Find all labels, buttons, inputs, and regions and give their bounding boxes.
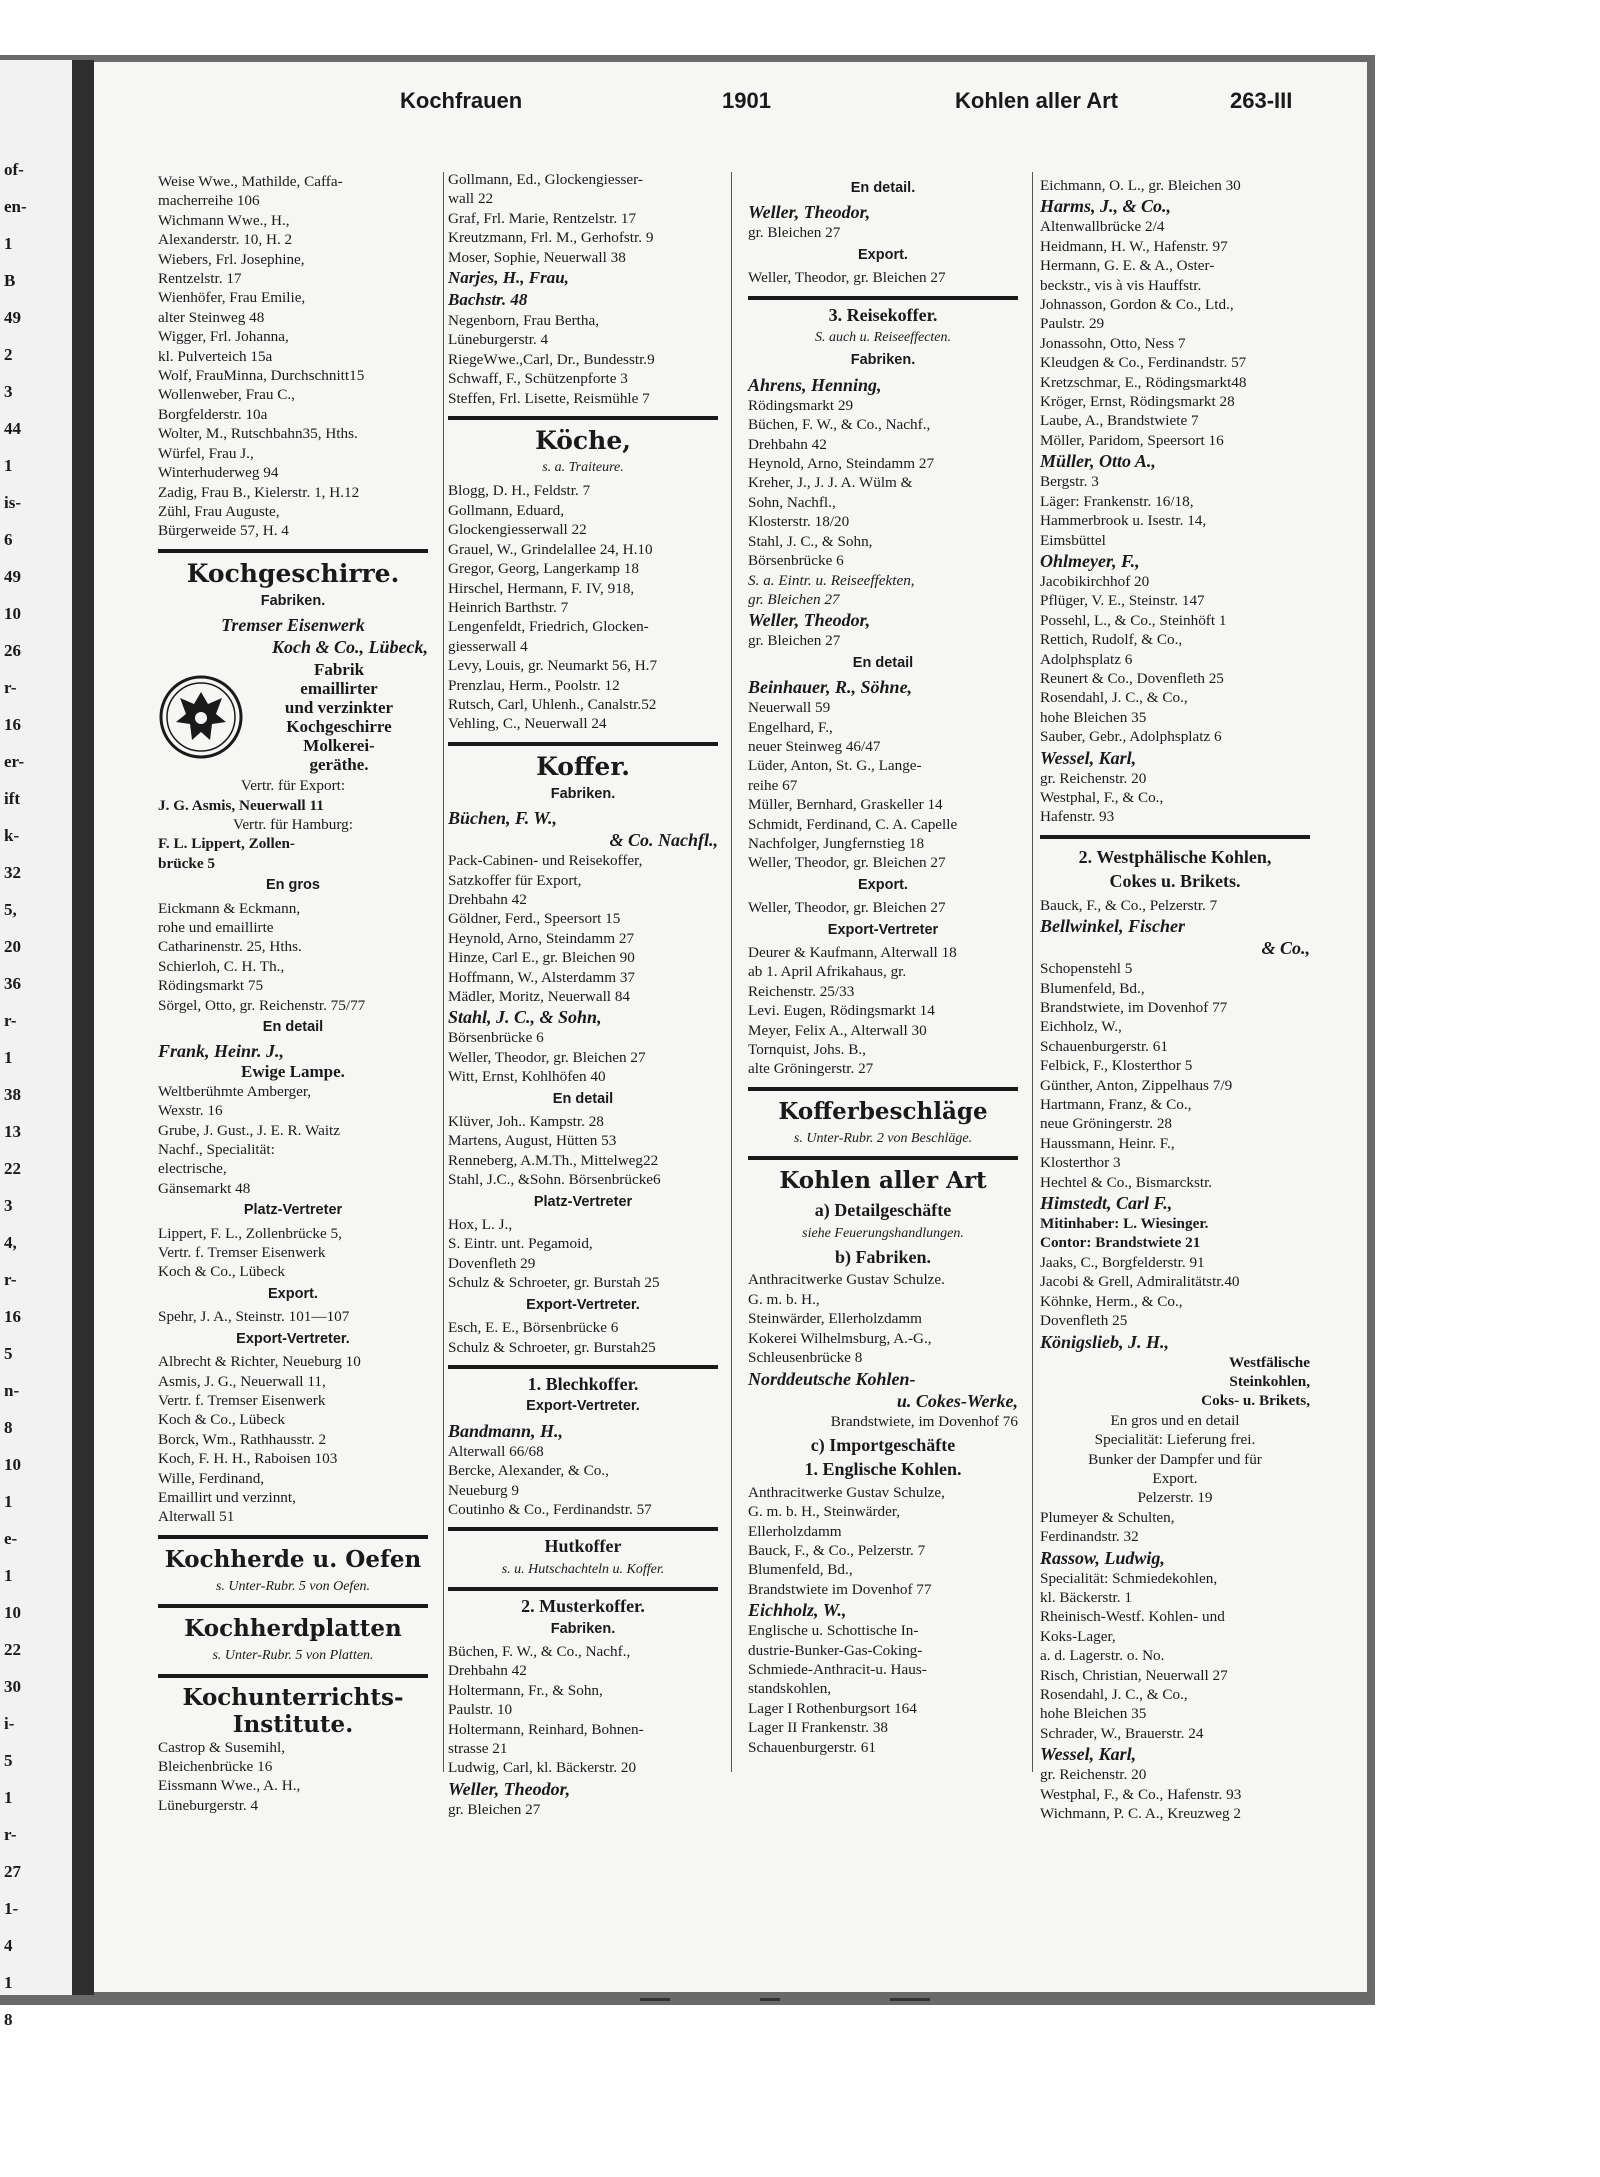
section-title: Koffer.	[536, 751, 630, 781]
entry: Kreher, J., J. J. A. Wülm & Sohn, Nachfl., Klosterstr. 18/20	[748, 474, 913, 531]
margin-fragment: 32	[4, 863, 21, 882]
entry-highlight: Himstedt, Carl F.,	[1040, 1193, 1173, 1214]
margin-fragment: 1-	[4, 1899, 19, 1918]
section-title: Hutkoffer	[544, 1536, 622, 1557]
subsection-label: Fabriken.	[260, 592, 326, 609]
margin-fragment: 49	[4, 567, 21, 586]
entry: Vertr. für Export:	[240, 777, 346, 795]
margin-fragment: 13	[4, 1122, 21, 1141]
entry: Anthracitwerke Gustav Schulze. G. m. b. H., Steinwärder, Ellerholzdamm	[748, 1271, 945, 1328]
entry: Englische u. Schottische In- dustrie-Bunker-Gas-Coking- Schmiede-Anthracit-u. Haus- standskohlen, Lager I Rothenburgsort 164 Lager II Frankenstr. 38 Schauenburgerstr. 61	[748, 1622, 927, 1756]
entry: Rosendahl, J. C., & Co., hohe Bleichen 35	[1040, 689, 1188, 726]
entry: gr. Bleichen 27	[448, 1800, 541, 1818]
entry: Holtermann, Fr., & Sohn, Paulstr. 10	[448, 1681, 603, 1719]
entry: Göldner, Ferd., Speersort 15	[448, 910, 621, 928]
subsection-title: b) Fabriken.	[834, 1247, 931, 1268]
entry: Moser, Sophie, Neuerwall 38	[448, 248, 626, 266]
entry: Lengenfeldt, Friedrich, Glocken- giesserwall 4	[448, 618, 649, 655]
entry: Jacobi & Grell, Admiralitätstr.40	[1040, 1273, 1240, 1291]
entry-highlight: Wessel, Karl,	[1040, 1744, 1137, 1765]
entry: Schmidt, Ferdinand, C. A. Capelle Nachfolger, Jungfernstieg 18	[748, 815, 958, 852]
entry: RiegeWwe.,Carl, Dr., Bundesstr.9	[448, 350, 655, 368]
entry: Weise Wwe., Mathilde, Caffa- macherreihe 106	[158, 173, 343, 210]
entry: Schierloh, C. H. Th., Rödingsmarkt 75	[158, 957, 285, 995]
section-rule	[448, 1587, 718, 1591]
entry: Blogg, D. H., Feldstr. 7	[448, 482, 591, 500]
entry: Engelhard, F., neuer Steinweg 46/47	[748, 718, 881, 755]
subsection-title: a) Detailgeschäfte	[814, 1200, 952, 1221]
entry: Risch, Christian, Neuerwall 27	[1040, 1666, 1228, 1684]
entry: Zühl, Frau Auguste, Bürgerweide 57, H. 4	[158, 502, 289, 540]
entry: Albrecht & Richter, Neueburg 10	[158, 1353, 361, 1371]
entry: Jonassohn, Otto, Ness 7	[1040, 334, 1186, 352]
entry: Tornquist, Johs. B., alte Gröningerstr. 27	[748, 1041, 874, 1078]
entry: Wienhöfer, Frau Emilie, alter Steinweg 48	[158, 289, 306, 326]
subsection-label: Platz-Vertreter	[533, 1193, 633, 1210]
entry: S. a. Eintr. u. Reiseeffekten, gr. Bleichen 27	[748, 571, 915, 608]
column-rule	[1032, 172, 1033, 1772]
margin-fragment: 1	[4, 456, 13, 475]
margin-fragment: ift	[4, 789, 21, 808]
subsection-label: Fabriken.	[550, 1620, 616, 1637]
entry-highlight: Eichholz, W.,	[748, 1600, 847, 1621]
margin-fragment: 1	[4, 1048, 13, 1067]
entry: Heidmann, H. W., Hafenstr. 97	[1040, 237, 1228, 255]
entry: Schrader, W., Brauerstr. 24	[1040, 1724, 1204, 1742]
entry-highlight: Wessel, Karl,	[1040, 747, 1137, 768]
section-rule	[1040, 835, 1310, 839]
margin-fragment: is-	[4, 493, 21, 512]
section-title: Kochgeschirre.	[186, 558, 400, 588]
subsection-label: Export-Vertreter.	[236, 1330, 350, 1347]
subsection-label: Fabriken.	[550, 785, 616, 802]
margin-fragment: 5	[4, 1344, 13, 1363]
entry: Kretzschmar, E., Rödingsmarkt48	[1040, 373, 1247, 391]
entry: Wolf, FrauMinna, Durchschnitt15	[158, 367, 365, 385]
margin-fragment: 8	[4, 2010, 13, 2029]
entry: Hartmann, Franz, & Co., neue Gröningerstr. 28	[1040, 1096, 1192, 1133]
entry: Wolter, M., Rutschbahn35, Hths.	[158, 425, 358, 443]
entry: Weller, Theodor, gr. Bleichen 27	[748, 269, 946, 287]
entry: Asmis, J. G., Neuerwall 11, Vertr. f. Tremser Eisenwerk Koch & Co., Lübeck	[158, 1372, 326, 1429]
margin-fragment: 1	[4, 234, 13, 253]
margin-fragment: 10	[4, 604, 21, 623]
entry: Wigger, Frl. Johanna, kl. Pulverteich 15a	[158, 328, 289, 365]
entry: Rettich, Rudolf, & Co., Adolphsplatz 6	[1040, 631, 1183, 668]
ad-line: Koch & Co., Lübeck,	[272, 637, 428, 658]
ad-line: Tremser Eisenwerk	[221, 615, 365, 636]
entry: Wollenweber, Frau C., Borgfelderstr. 10a	[158, 386, 295, 423]
entry: Bauck, F., & Co., Pelzerstr. 7	[748, 1541, 926, 1559]
entry: Johnasson, Gordon & Co., Ltd., Paulstr. 29	[1040, 296, 1234, 333]
section-title: Kochherdplatten	[184, 1615, 402, 1643]
section-title: 2. Westphälische Kohlen, Cokes u. Brikets.	[1078, 846, 1272, 891]
entry: Weltberühmte Amberger, Wexstr. 16	[158, 1082, 312, 1120]
margin-fragment: k-	[4, 826, 20, 845]
entry: Weller, Theodor, gr. Bleichen 27	[748, 899, 946, 917]
entry: Weller, Theodor, gr. Bleichen 27	[748, 854, 946, 872]
subsection-label: Export.	[858, 246, 908, 263]
entry: Eichmann, O. L., gr. Bleichen 30	[1040, 177, 1241, 194]
entry: Steffen, Frl. Lisette, Reismühle 7	[448, 389, 650, 407]
margin-fragment: n-	[4, 1381, 20, 1400]
entry: Esch, E. E., Börsenbrücke 6	[448, 1319, 619, 1337]
margin-fragment: of-	[4, 160, 24, 179]
entry: Gollmann, Ed., Glockengiesser- wall 22	[448, 171, 643, 208]
entry: Köhnke, Herm., & Co., Dovenfleth 25	[1040, 1292, 1183, 1330]
entry: Jacobikirchhof 20	[1040, 572, 1150, 590]
entry: Schopenstehl 5	[1040, 960, 1133, 978]
entry-highlight: Harms, J., & Co.,	[1040, 196, 1172, 217]
entry-highlight: Ohlmeyer, F.,	[1040, 550, 1140, 571]
entry: Schulz & Schroeter, gr. Burstah25	[448, 1338, 656, 1356]
section-rule	[448, 1365, 718, 1369]
entry: Levi. Eugen, Rödingsmarkt 14	[748, 1002, 935, 1020]
entry: Prenzlau, Herm., Poolstr. 12	[448, 676, 620, 694]
entry-highlight: Beinhauer, R., Söhne,	[748, 677, 913, 698]
entry-highlight: u. Cokes-Werke,	[896, 1390, 1018, 1411]
entry: Hermann, G. E. & A., Oster- beckstr., vis à vis Hauffstr.	[1040, 257, 1215, 294]
running-head-left: Kochfrauen	[400, 88, 523, 113]
cross-reference: S. auch u. Reiseeffecten.	[814, 330, 952, 346]
section-title: Kochherde u. Oefen	[164, 1545, 422, 1573]
entry: Gollmann, Eduard, Glockengiesserwall 22	[448, 501, 587, 539]
entry: Sauber, Gebr., Adolphsplatz 6	[1040, 728, 1222, 746]
entry: gr. Bleichen 27	[748, 632, 841, 650]
margin-fragment: 4	[4, 1936, 13, 1955]
entry-highlight: Weller, Theodor,	[448, 1778, 571, 1799]
running-head-right: Kohlen aller Art	[955, 88, 1118, 113]
entry: Pack-Cabinen- und Reisekoffer, Satzkoffer für Export, Drehbahn 42	[448, 852, 643, 908]
margin-fragment: B	[4, 271, 16, 290]
entry: Westfälische Steinkohlen, Coks- u. Brikets,	[1201, 1353, 1310, 1410]
margin-fragment: 6	[4, 530, 13, 549]
advertisement	[158, 660, 428, 774]
entry: Mitinhaber: L. Wiesinger. Contor: Brandstwiete 21	[1040, 1215, 1209, 1252]
section-title: Köche,	[535, 426, 631, 456]
year: 1901	[722, 88, 771, 113]
entry-highlight: Bandmann, H.,	[448, 1420, 564, 1441]
entry: Gregor, Georg, Langerkamp 18	[448, 560, 639, 578]
margin-fragment: er-	[4, 752, 25, 771]
entry: Reunert & Co., Dovenfleth 25	[1040, 669, 1224, 687]
entry: F. L. Lippert, Zollen- brücke 5	[158, 835, 295, 872]
entry: Coutinho & Co., Ferdinandstr. 57	[448, 1500, 652, 1518]
entry: Eickmann & Eckmann, rohe und emaillirte Catharinenstr. 25, Hths.	[158, 899, 302, 956]
entry: Specialität: Schmiedekohlen, kl. Bäckerstr. 1	[1040, 1569, 1218, 1606]
section-rule	[748, 1156, 1018, 1160]
subsection-label: Export-Vertreter.	[526, 1398, 640, 1415]
margin-fragment: 3	[4, 382, 13, 401]
entry: Kröger, Ernst, Rödingsmarkt 28	[1040, 393, 1235, 411]
subsection-label: En detail.	[850, 180, 916, 196]
section-rule	[158, 1604, 428, 1608]
entry: Altenwallbrücke 2/4	[1040, 218, 1165, 236]
entry: Eichholz, W., Schauenburgerstr. 61	[1040, 1018, 1168, 1055]
margin-fragment: i-	[4, 1714, 15, 1733]
section-title: Kochunterrichts- Institute.	[182, 1683, 404, 1738]
entry: Anthracitwerke Gustav Schulze, G. m. b. H., Steinwärder, Ellerholzdamm	[748, 1483, 945, 1540]
entry: Holtermann, Reinhard, Bohnen- strasse 21	[448, 1720, 644, 1757]
entry-highlight: Frank, Heinr. J.,	[158, 1041, 285, 1062]
entry: Renneberg, A.M.Th., Mittelweg22	[448, 1151, 659, 1169]
subsection-label: En gros	[266, 877, 320, 894]
margin-fragment: 1	[4, 1566, 13, 1585]
cross-reference: s. Unter-Rubr. 2 von Beschläge.	[793, 1130, 973, 1146]
margin-fragment: r-	[4, 1011, 17, 1030]
entry: Wichmann Wwe., H., Alexanderstr. 10, H. 2	[158, 211, 293, 249]
section-rule	[158, 1674, 428, 1678]
entry-highlight: & Co.,	[1261, 938, 1310, 959]
section-title: 1. Blechkoffer.	[527, 1373, 639, 1394]
entry: Martens, August, Hütten 53	[448, 1132, 617, 1150]
column-4	[1040, 176, 1310, 1823]
entry: Neuerwall 59	[748, 699, 831, 717]
entry: Büchen, F. W., & Co., Nachf., Drehbahn 42	[748, 416, 931, 453]
entry: Koch, F. H. H., Raboisen 103	[158, 1450, 338, 1468]
section-rule	[748, 1087, 1018, 1091]
entry-highlight: Königslieb, J. H.,	[1040, 1331, 1170, 1352]
margin-fragment: 49	[4, 308, 21, 327]
entry: gr. Reichenstr. 20	[1040, 1766, 1147, 1784]
entry: Graf, Frl. Marie, Rentzelstr. 17	[448, 209, 637, 227]
section-rule	[448, 1527, 718, 1531]
subsection-label: Export.	[858, 876, 908, 893]
entry: Felbick, F., Klosterthor 5	[1040, 1057, 1193, 1075]
entry: Kleudgen & Co., Ferdinandstr. 57	[1040, 354, 1247, 372]
ad-text: Fabrik emaillirter und verzinkter Kochgeschirre Molkerei- geräthe.	[284, 660, 394, 775]
entry: Sörgel, Otto, gr. Reichenstr. 75/77	[158, 996, 366, 1014]
margin-fragment: 16	[4, 715, 21, 734]
entry: Hirschel, Hermann, F. IV, 918, Heinrich Barthstr. 7	[448, 579, 635, 616]
entry: Zadig, Frau B., Kielerstr. 1, H.12	[158, 483, 360, 501]
entry: gr. Reichenstr. 20	[1040, 769, 1147, 787]
entry: Bauck, F., & Co., Pelzerstr. 7	[1040, 896, 1218, 914]
cross-reference: s. a. Traiteure.	[542, 460, 624, 476]
scan-mark	[760, 1998, 780, 2001]
subsection-label: Export-Vertreter	[827, 921, 939, 938]
margin-fragment: 30	[4, 1677, 21, 1696]
entry: Castrop & Susemihl, Bleichenbrücke 16	[158, 1738, 285, 1775]
scan-mark	[890, 1998, 930, 2001]
margin-fragment: 3	[4, 1196, 13, 1215]
margin-fragment: 1	[4, 1492, 13, 1511]
margin-fragment: 5,	[4, 900, 17, 919]
entry: Bercke, Alexander, & Co., Neueburg 9	[448, 1462, 609, 1499]
entry: Eissmann Wwe., A. H., Lüneburgerstr. 4	[158, 1777, 301, 1814]
entry-highlight: Weller, Theodor,	[748, 202, 871, 223]
entry-highlight: Weller, Theodor,	[748, 610, 871, 631]
previous-page-edge	[0, 60, 72, 2029]
entry: Laube, A., Brandstwiete 7	[1040, 412, 1199, 430]
scan-mark	[640, 1998, 670, 2001]
entry: Schulz & Schroeter, gr. Burstah 25	[448, 1274, 660, 1292]
entry-highlight: Stahl, J. C., & Sohn,	[448, 1007, 602, 1028]
entry: Deurer & Kaufmann, Alterwall 18 ab 1. April Afrikahaus, gr. Reichenstr. 25/33	[748, 944, 957, 1000]
margin-fragment: r-	[4, 1270, 17, 1289]
entry: Bergstr. 3 Läger: Frankenstr. 16/18, Hammerbrook u. Isestr. 14, Eimsbüttel	[1040, 473, 1207, 549]
section-title: Kohlen aller Art	[779, 1167, 987, 1195]
entry: Rosendahl, J. C., & Co., hohe Bleichen 35	[1040, 1686, 1188, 1723]
margin-fragment: 8	[4, 1418, 13, 1437]
margin-fragment: 5	[4, 1751, 13, 1770]
page-number: 263-III	[1230, 88, 1293, 113]
margin-fragment: 2	[4, 345, 13, 364]
column-rule	[731, 172, 732, 1772]
cross-reference: s. u. Hutschachteln u. Koffer.	[501, 1561, 665, 1577]
entry-highlight: Narjes, H., Frau, Bachstr. 48	[448, 268, 569, 310]
margin-fragment: 10	[4, 1603, 21, 1622]
entry: Jaaks, C., Borgfelderstr. 91	[1040, 1253, 1205, 1271]
entry: Levy, Louis, gr. Neumarkt 56, H.7	[448, 657, 658, 675]
subsection-label: Export-Vertreter.	[526, 1296, 640, 1313]
entry: Hox, L. J., S. Eintr. unt. Pegamoid, Dovenfleth 29	[448, 1216, 593, 1272]
entry: Lüder, Anton, St. G., Lange- reihe 67	[748, 757, 922, 794]
entry: Rheinisch-Westf. Kohlen- und Koks-Lager, a. d. Lagerstr. o. No.	[1040, 1608, 1225, 1665]
entry: Borck, Wm., Rathhausstr. 2	[158, 1430, 327, 1448]
entry: Negenborn, Frau Bertha, Lüneburgerstr. 4	[448, 312, 599, 349]
entry: Klüver, Joh.. Kampstr. 28	[448, 1113, 604, 1131]
section-rule	[448, 742, 718, 746]
eagle-seal-icon	[158, 674, 244, 760]
entry: Plumeyer & Schulten, Ferdinandstr. 32	[1040, 1508, 1175, 1546]
margin-fragment: 16	[4, 1307, 21, 1326]
entry: Kreutzmann, Frl. M., Gerhofstr. 9	[448, 229, 654, 247]
section-rule	[448, 416, 718, 420]
entry: gr. Bleichen 27	[748, 224, 841, 242]
margin-fragment: 38	[4, 1085, 21, 1104]
margin-fragment: 20	[4, 937, 21, 956]
entry: Würfel, Frau J., Winterhuderweg 94	[158, 444, 279, 482]
entry: Rutsch, Carl, Uhlenh., Canalstr.52	[448, 695, 657, 713]
entry: Büchen, F. W., & Co., Nachf., Drehbahn 42	[448, 1642, 631, 1680]
entry: Müller, Bernhard, Graskeller 14	[748, 796, 943, 814]
entry: Stahl, J. C., & Sohn, Börsenbrücke 6	[748, 532, 873, 570]
entry: Börsenbrücke 6	[448, 1029, 544, 1047]
entry: Spehr, J. A., Steinstr. 101—107	[158, 1308, 350, 1326]
entry: Hechtel & Co., Bismarckstr.	[1040, 1173, 1213, 1191]
entry: Heynold, Arno, Steindamm 27	[748, 455, 935, 473]
subsection-title: c) Importgeschäfte	[810, 1434, 956, 1455]
entry: Ludwig, Carl, kl. Bäckerstr. 20	[448, 1759, 637, 1777]
subsection-label: Platz-Vertreter	[243, 1202, 343, 1219]
entry-highlight: Büchen, F. W.,	[448, 808, 558, 829]
entry: Kokerei Wilhelmsburg, A.-G., Schleusenbrücke 8	[748, 1329, 932, 1367]
margin-fragment: en-	[4, 197, 27, 216]
subsection-title: 1. Englische Kohlen.	[804, 1459, 962, 1480]
entry-highlight: Rassow, Ludwig,	[1040, 1547, 1165, 1568]
margin-fragment: 36	[4, 974, 21, 993]
subsection-label: En detail	[262, 1019, 324, 1035]
entry: Stahl, J.C., &Sohn. Börsenbrücke6	[448, 1171, 661, 1189]
entry: Blumenfeld, Bd., Brandstwiete im Dovenhof 77	[748, 1561, 932, 1598]
entry: Pflüger, V. E., Steinstr. 147	[1040, 592, 1205, 610]
column-3	[748, 176, 1018, 1757]
margin-fragment: 27	[4, 1862, 21, 1881]
entry: Hoffmann, W., Alsterdamm 37	[448, 968, 636, 986]
entry: Weller, Theodor, gr. Bleichen 27	[448, 1048, 646, 1066]
entry: Westphal, F., & Co., Hafenstr. 93	[1040, 1785, 1242, 1803]
entry: Lippert, F. L., Zollenbrücke 5, Vertr. f. Tremser Eisenwerk Koch & Co., Lübeck	[158, 1224, 342, 1281]
cross-reference: s. Unter-Rubr. 5 von Oefen.	[215, 1578, 371, 1594]
entry: Alterwall 66/68	[448, 1442, 544, 1460]
margin-fragment: 26	[4, 641, 21, 660]
margin-fragment: 44	[4, 419, 21, 438]
entry: Westphal, F., & Co., Hafenstr. 93	[1040, 788, 1164, 826]
entry: Hinze, Carl E., gr. Bleichen 90	[448, 949, 635, 967]
entry: Wiebers, Frl. Josephine, Rentzelstr. 17	[158, 250, 305, 288]
margin-fragment: 1	[4, 1973, 13, 1992]
section-title: 2. Musterkoffer.	[521, 1596, 645, 1617]
entry: Blumenfeld, Bd., Brandstwiete, im Dovenhof 77	[1040, 979, 1228, 1016]
section-rule	[748, 296, 1018, 300]
margin-fragment: e-	[4, 1529, 18, 1548]
entry: Mädler, Moritz, Neuerwall 84	[448, 988, 631, 1005]
entry: Possehl, L., & Co., Steinhöft 1	[1040, 611, 1227, 629]
entry: Wille, Ferdinand, Emaillirt und verzinnt, Alterwall 51	[158, 1469, 296, 1526]
entry: Haussmann, Heinr. F., Klosterthor 3	[1040, 1134, 1175, 1172]
margin-fragment: 4,	[4, 1233, 17, 1252]
entry-highlight: Norddeutsche Kohlen-	[748, 1368, 916, 1389]
entry: Grauel, W., Grindelallee 24, H.10	[448, 540, 653, 558]
entry-highlight: Bellwinkel, Fischer	[1040, 916, 1186, 937]
entry: Wichmann, P. C. A., Kreuzweg 2	[1040, 1805, 1242, 1823]
column-2	[448, 170, 718, 1819]
margin-fragment: 22	[4, 1640, 21, 1659]
entry: Ewige Lampe.	[241, 1062, 345, 1082]
section-rule	[158, 1535, 428, 1539]
subsection-label: Fabriken.	[850, 352, 916, 369]
margin-fragment: 22	[4, 1159, 21, 1178]
cross-reference: siehe Feuerungshandlungen.	[802, 1225, 964, 1241]
column-1	[158, 172, 428, 1815]
entry: Vehling, C., Neuerwall 24	[448, 715, 607, 733]
cross-reference: s. Unter-Rubr. 5 von Platten.	[212, 1648, 374, 1664]
margin-fragment: r-	[4, 1825, 17, 1844]
entry-highlight: & Co. Nachfl.,	[609, 830, 718, 851]
section-title: Kofferbeschläge	[778, 1097, 988, 1125]
margin-fragment: 1	[4, 1788, 13, 1807]
subsection-label: Export.	[268, 1285, 318, 1302]
entry: Schwaff, F., Schützenpforte 3	[448, 370, 628, 388]
entry: Günther, Anton, Zippelhaus 7/9	[1040, 1076, 1233, 1094]
entry: Vertr. für Hamburg:	[233, 815, 353, 833]
section-title: 3. Reisekoffer.	[828, 304, 938, 325]
entry: Witt, Ernst, Kohlhöfen 40	[448, 1068, 606, 1086]
entry: Grube, J. Gust., J. E. R. Waitz Nachf., Specialität: electrische, Gänsemarkt 48	[158, 1121, 340, 1197]
entry-highlight: Müller, Otto A.,	[1040, 451, 1156, 472]
entry-highlight: Ahrens, Henning,	[748, 374, 882, 395]
section-rule	[158, 549, 428, 553]
entry: Möller, Paridom, Speersort 16	[1040, 431, 1224, 449]
column-rule	[443, 172, 444, 1772]
entry: Rödingsmarkt 29	[748, 396, 854, 414]
entry: En gros und en detail Specialität: Lieferung frei. Bunker der Dampfer und für Export. Pelzerstr. 19	[1088, 1411, 1262, 1507]
subsection-label: En detail	[552, 1090, 614, 1107]
entry: Meyer, Felix A., Alterwall 30	[748, 1021, 927, 1039]
entry: Heynold, Arno, Steindamm 27	[448, 929, 635, 947]
book-gutter	[72, 60, 94, 1995]
margin-fragment: r-	[4, 678, 17, 697]
entry: J. G. Asmis, Neuerwall 11	[158, 796, 324, 814]
entry: Brandstwiete, im Dovenhof 76	[830, 1412, 1018, 1430]
subsection-label: En detail	[852, 654, 914, 671]
margin-fragment: 10	[4, 1455, 21, 1474]
